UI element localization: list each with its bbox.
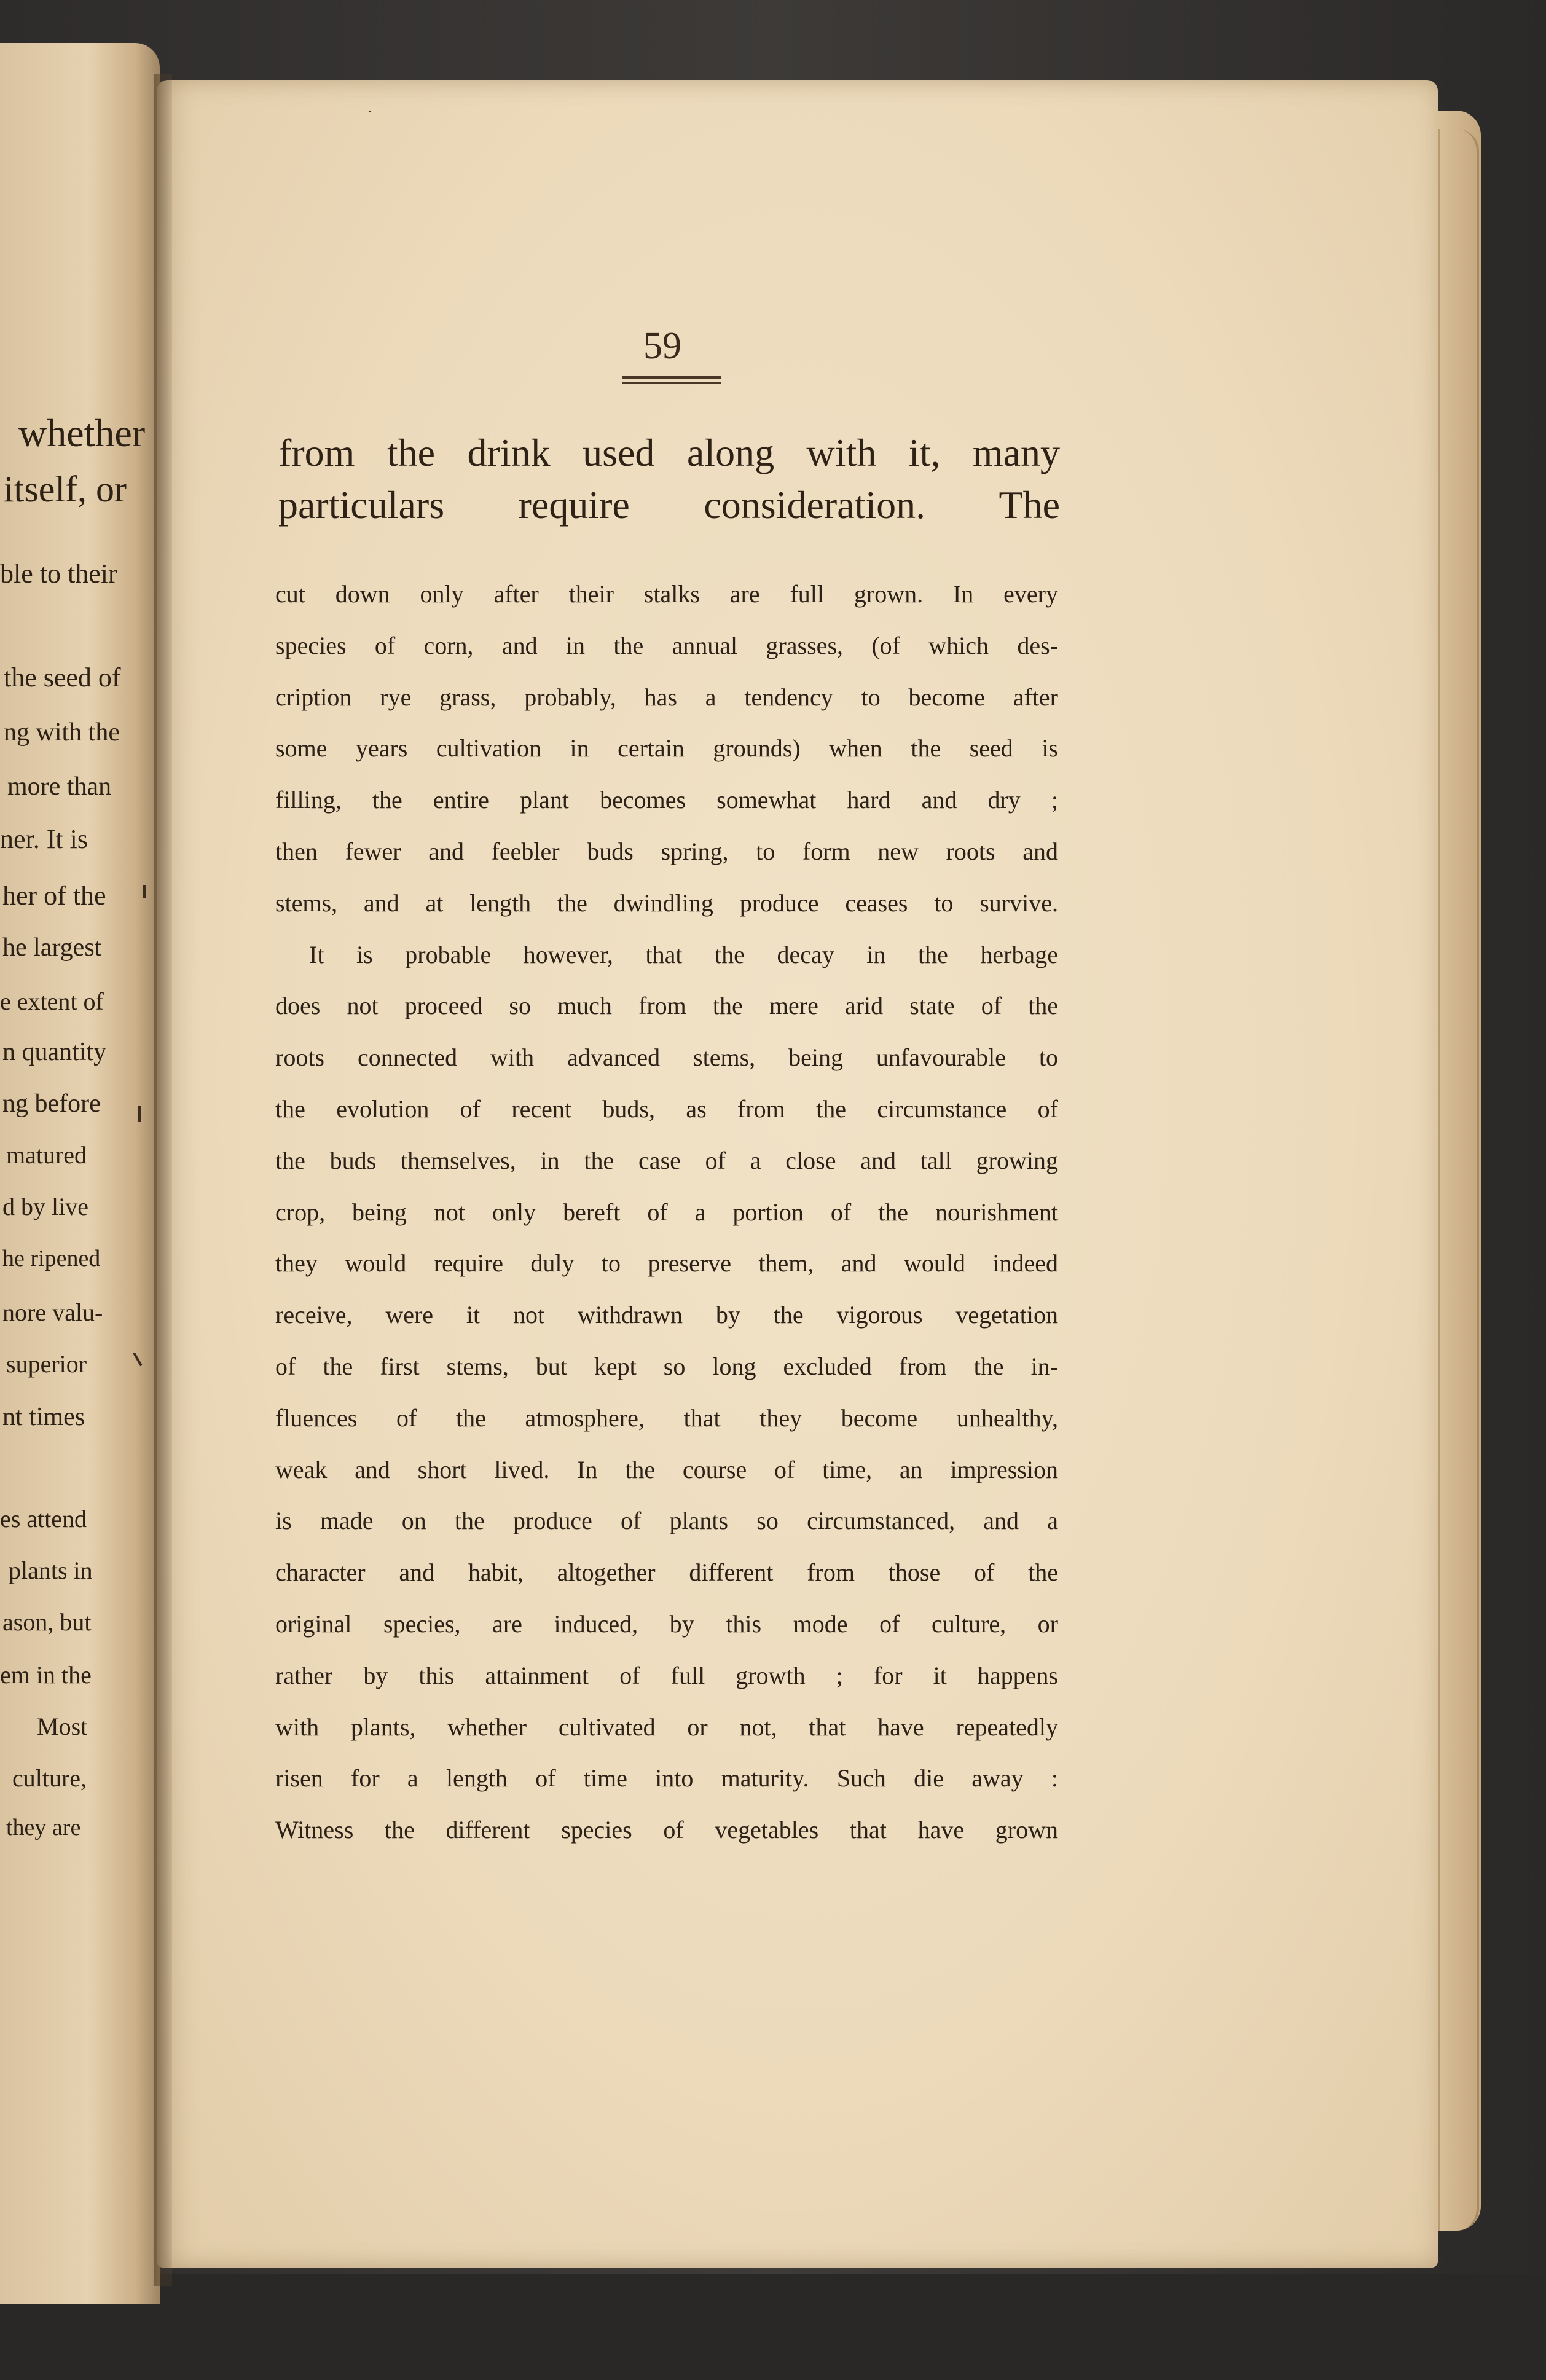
book-gutter xyxy=(154,74,172,2286)
heading-line: from the drink used along with it, many xyxy=(278,431,1060,474)
body-line: Witness the different species of vegetables that have grown xyxy=(275,1816,1058,1844)
left-page-fragment: ble to their xyxy=(0,559,117,589)
left-page-fragment: superior xyxy=(6,1350,87,1378)
left-page-fragment: ng with the xyxy=(4,718,120,747)
body-line: risen for a length of time into maturity. Such die away : xyxy=(275,1764,1058,1792)
page-number-rule-thin xyxy=(622,382,721,384)
left-page-fragment: he ripened xyxy=(2,1246,101,1271)
left-page-fragment: nore valu- xyxy=(2,1298,103,1326)
heading-line: particulars require consideration. The xyxy=(278,483,1060,527)
left-page-fragment: ner. It is xyxy=(0,824,88,854)
body-line: rather by this attainment of full growth ; for it happens xyxy=(275,1662,1058,1689)
left-page-fragment: whether xyxy=(18,411,146,455)
body-line: cription rye grass, probably, has a tendency to become after xyxy=(275,683,1058,711)
left-page-fragment: itself, or xyxy=(4,469,127,509)
left-page-fragment: more than xyxy=(7,772,112,801)
left-page-fragment: nt times xyxy=(2,1403,85,1431)
page-number: 59 xyxy=(643,325,681,367)
body-line: species of corn, and in the annual grasses, (of which des- xyxy=(275,632,1058,659)
left-page-fragment: em in the xyxy=(0,1661,92,1689)
body-line: filling, the entire plant becomes somewhat hard and dry ; xyxy=(275,786,1058,814)
body-line: of the first stems, but kept so long excluded from the in- xyxy=(275,1353,1058,1380)
body-line: fluences of the atmosphere, that they become unhealthy, xyxy=(275,1404,1058,1432)
left-page-fragment: matured xyxy=(6,1141,87,1169)
left-page-fragment: culture, xyxy=(12,1764,87,1792)
left-page-fragment: ason, but xyxy=(2,1608,92,1636)
left-page-fragment: Most xyxy=(37,1713,88,1740)
left-page-fragment: they are xyxy=(6,1815,81,1840)
body-line: cut down only after their stalks are full grown. In every xyxy=(275,580,1058,608)
body-line: receive, were it not withdrawn by the vigorous vegetation xyxy=(275,1301,1058,1329)
ink-mark xyxy=(143,885,146,898)
body-line: then fewer and feebler buds spring, to form new roots and xyxy=(275,838,1058,865)
ink-speck xyxy=(369,111,371,112)
body-line: does not proceed so much from the mere arid state of the xyxy=(275,992,1058,1019)
body-line: character and habit, altogether different from those of the xyxy=(275,1558,1058,1586)
body-line: they would require duly to preserve them, and would indeed xyxy=(275,1249,1058,1277)
body-line: the evolution of recent buds, as from the circumstance of xyxy=(275,1095,1058,1123)
left-page-fragment: e extent of xyxy=(0,988,104,1015)
left-page-fragment: d by live xyxy=(2,1193,88,1220)
body-line: is made on the produce of plants so circumstanced, and a xyxy=(275,1507,1058,1534)
left-page-fragment: her of the xyxy=(2,881,106,911)
body-line: roots connected with advanced stems, being unfavourable to xyxy=(275,1043,1058,1071)
body-line: some years cultivation in certain grounds) when the seed is xyxy=(275,734,1058,762)
ink-mark xyxy=(138,1106,141,1122)
left-page xyxy=(0,43,160,2304)
left-page-fragment: he largest xyxy=(2,933,102,962)
left-page-fragment: ng before xyxy=(2,1090,101,1118)
bottom-background xyxy=(0,2274,1546,2380)
left-page-fragment: n quantity xyxy=(2,1038,107,1066)
body-line: It is probable however, that the decay in the herbage xyxy=(309,941,1058,968)
body-line: original species, are induced, by this mode of culture, or xyxy=(275,1610,1058,1638)
body-line: weak and short lived. In the course of time, an impression xyxy=(275,1456,1058,1483)
body-line: the buds themselves, in the case of a close and tall growing xyxy=(275,1147,1058,1174)
body-line: with plants, whether cultivated or not, that have repeatedly xyxy=(275,1713,1058,1741)
left-page-fragment: the seed of xyxy=(4,662,121,693)
body-line: crop, being not only bereft of a portion of the nourishment xyxy=(275,1198,1058,1226)
page-number-rule xyxy=(622,376,721,379)
left-page-fragment: plants in xyxy=(9,1557,93,1584)
body-line: stems, and at length the dwindling produce ceases to survive. xyxy=(275,889,1058,917)
page-edges-lines xyxy=(1438,129,1479,2231)
left-page-fragment: es attend xyxy=(0,1505,87,1533)
